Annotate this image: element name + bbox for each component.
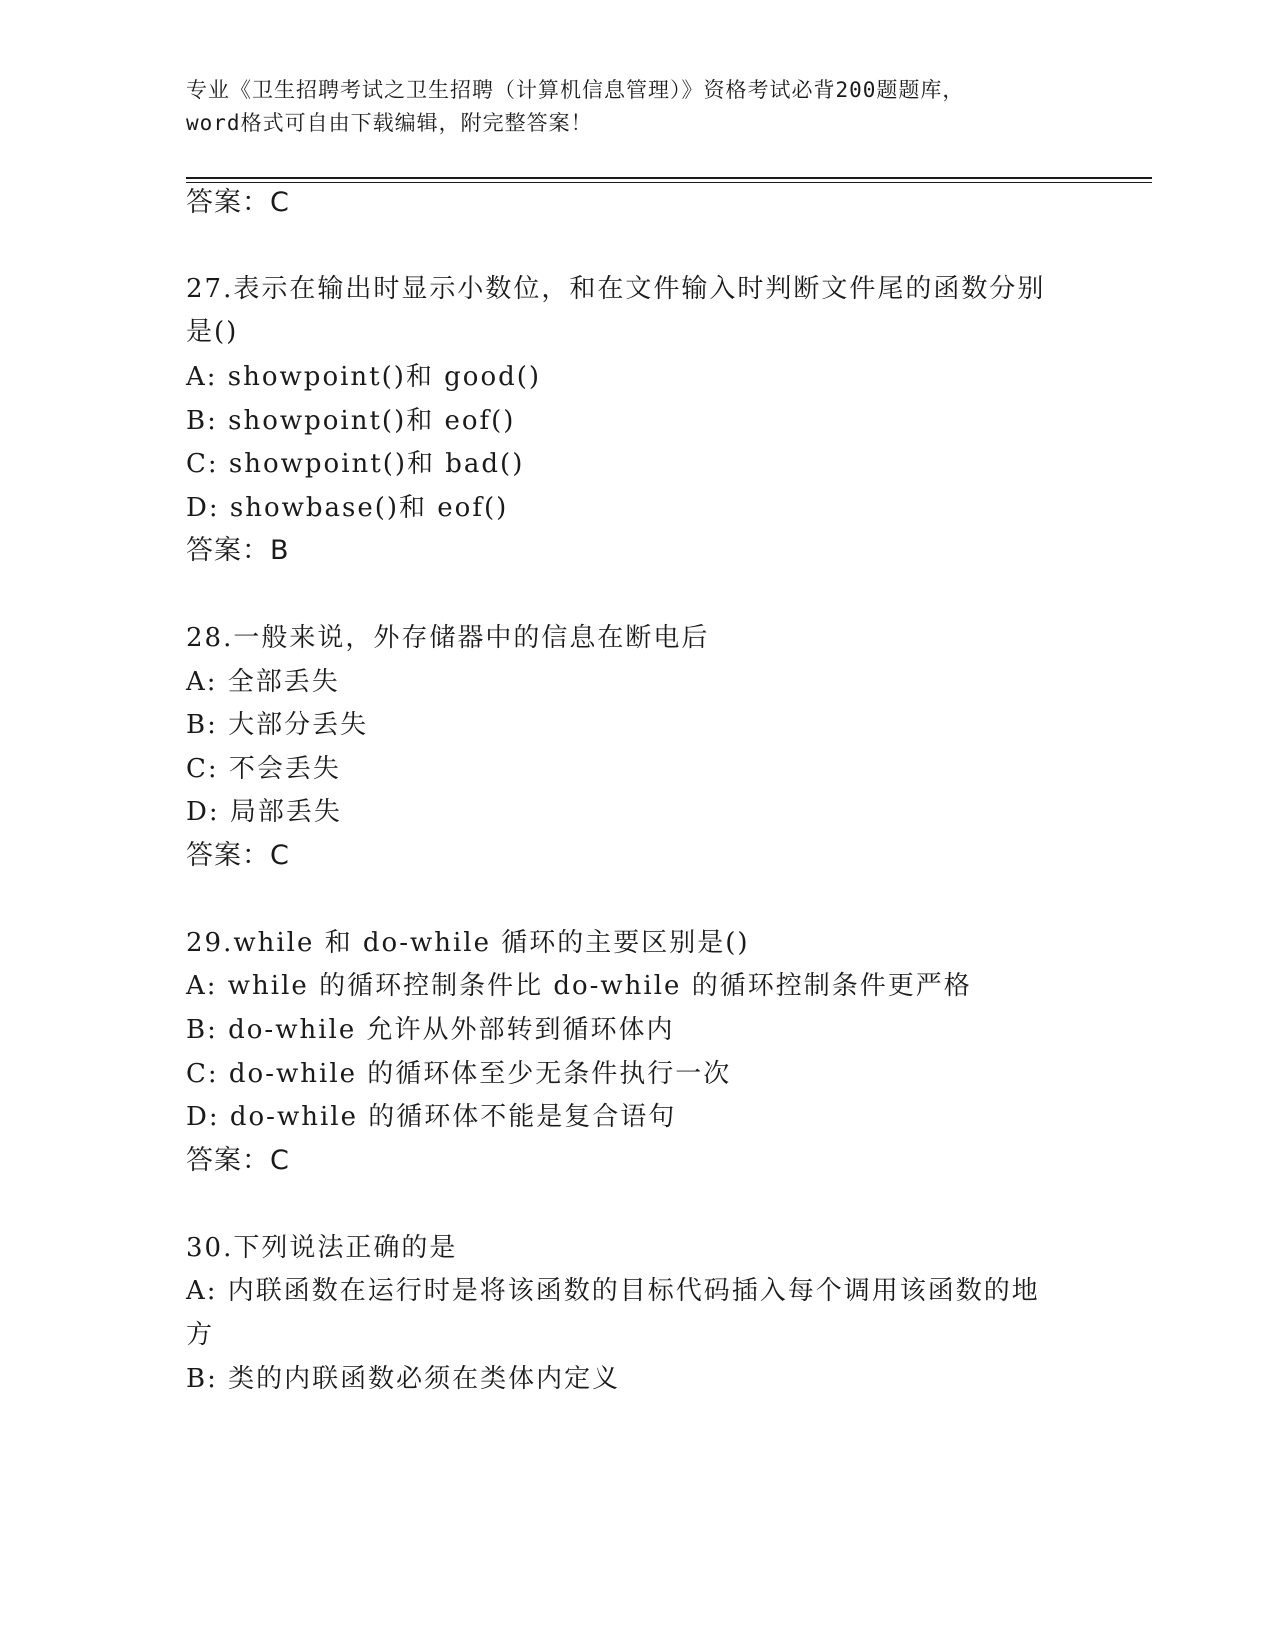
question-30-option-a-line-1: A: 内联函数在运行时是将该函数的目标代码插入每个调用该函数的地 [186,1276,1040,1306]
question-27-option-c: C: showpoint()和 bad() [186,449,525,479]
question-28-option-b: B: 大部分丢失 [186,710,369,740]
header-title-line-1: 专业《卫生招聘考试之卫生招聘（计算机信息管理）》资格考试必背200题题库， [186,78,965,102]
question-28-option-c: C: 不会丢失 [186,754,341,784]
question-27-option-a: A: showpoint()和 good() [186,362,542,392]
question-27-answer: 答案：B [186,535,290,566]
question-30-stem: 30.下列说法正确的是 [186,1233,458,1263]
header-divider-thin [186,182,1152,183]
question-28-stem: 28.一般来说，外存储器中的信息在断电后 [186,623,710,653]
question-29-option-a: A: while 的循环控制条件比 do-while 的循环控制条件更严格 [186,971,972,1001]
question-27-option-b: B: showpoint()和 eof() [186,406,516,436]
question-28-option-d: D: 局部丢失 [186,797,342,827]
question-29-option-b: B: do-while 允许从外部转到循环体内 [186,1015,675,1045]
header-divider-thick [186,177,1152,179]
question-27-option-d: D: showbase()和 eof() [186,493,509,523]
header-title-line-2: word格式可自由下载编辑，附完整答案！ [186,111,593,135]
question-30-option-b: B: 类的内联函数必须在类体内定义 [186,1364,621,1394]
question-30-option-a-line-2: 方 [186,1320,215,1350]
document-header [186,74,1086,140]
answer-previous-question: 答案：C [186,187,290,218]
question-28-answer: 答案：C [186,840,290,871]
question-27-stem-line-2: 是() [186,317,239,347]
question-29-stem: 29.while 和 do-while 循环的主要区别是() [186,928,750,958]
question-29-answer: 答案：C [186,1145,290,1176]
question-27-stem-line-1: 27.表示在输出时显示小数位，和在文件输入时判断文件尾的函数分别 [186,274,1046,304]
question-29-option-d: D: do-while 的循环体不能是复合语句 [186,1102,677,1132]
question-28-option-a: A: 全部丢失 [186,667,340,697]
question-29-option-c: C: do-while 的循环体至少无条件执行一次 [186,1059,732,1089]
